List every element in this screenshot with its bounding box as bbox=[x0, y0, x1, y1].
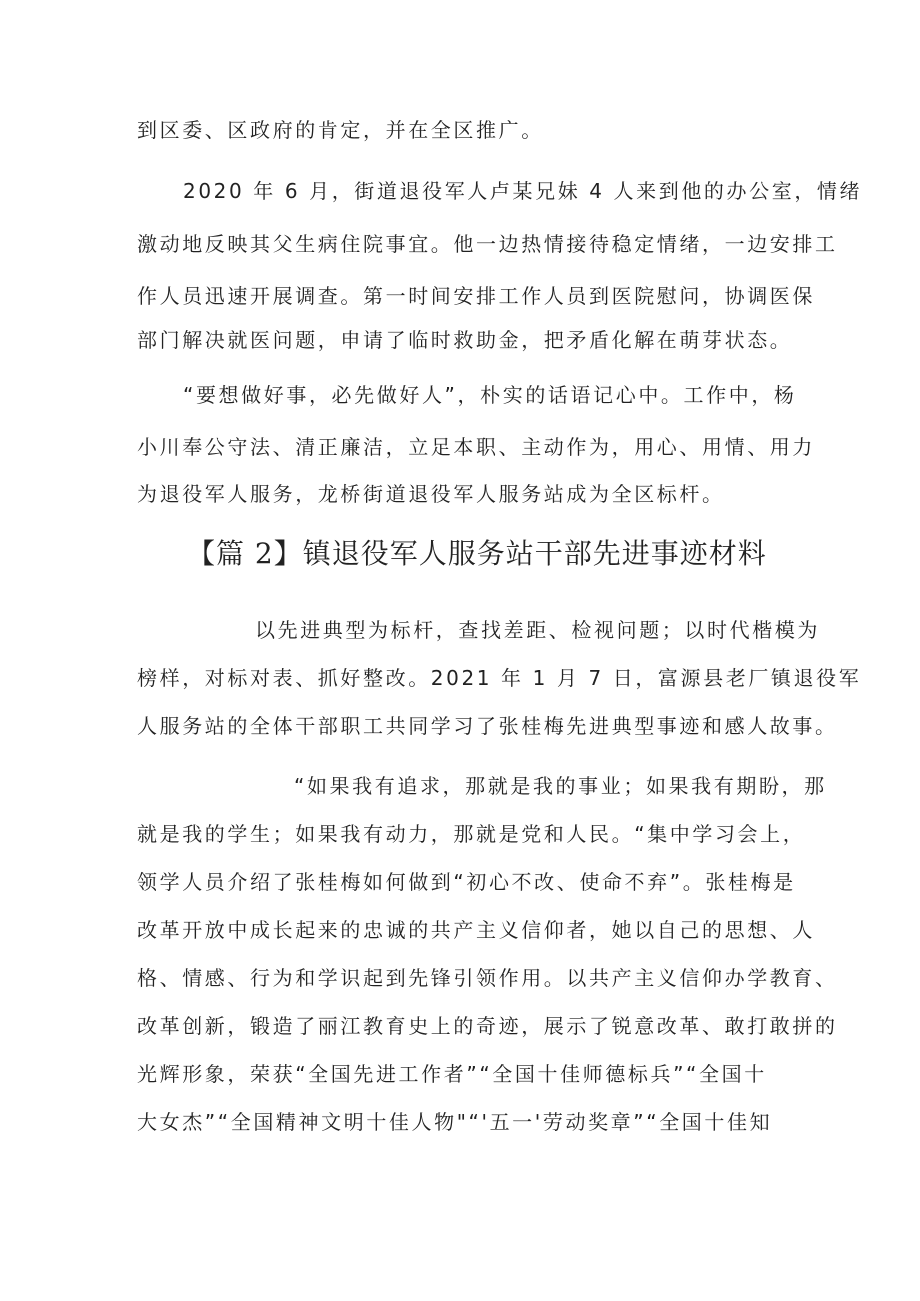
paragraph-line: “要想做好事，必先做好人”，朴实的话语记心中。工作中，杨 bbox=[183, 383, 797, 407]
paragraph-line: 大女杰”“全国精神文明十佳人物"“'五一'劳动奖章”“全国十佳知 bbox=[137, 1110, 773, 1134]
paragraph-line: 光辉形象，荣获“全国先进工作者”“全国十佳师德标兵”“全国十 bbox=[137, 1062, 767, 1086]
paragraph-line: 改革创新，锻造了丽江教育史上的奇迹，展示了锐意改革、敢打敢拼的 bbox=[137, 1014, 838, 1038]
paragraph-line: 人服务站的全体干部职工共同学习了张桂梅先进典型事迹和感人故事。 bbox=[137, 714, 838, 738]
paragraph-line: 为退役军人服务，龙桥街道退役军人服务站成为全区标杆。 bbox=[137, 482, 725, 506]
paragraph-line: 领学人员介绍了张桂梅如何做到“初心不改、使命不弃”。张桂梅是 bbox=[137, 870, 796, 894]
paragraph-line: 榜样，对标对表、抓好整改。2021 年 1 月 7 日，富源县老厂镇退役军 bbox=[137, 666, 862, 690]
paragraph-line: 激动地反映其父生病住院事宜。他一边热情接待稳定情绪，一边安排工 bbox=[137, 232, 838, 256]
paragraph-line: 改革开放中成长起来的忠诚的共产主义信仰者，她以自己的思想、人 bbox=[137, 918, 815, 942]
paragraph-line: 部门解决就医问题，申请了临时救助金，把矛盾化解在萌芽状态。 bbox=[137, 328, 793, 352]
paragraph-line: 格、情感、行为和学识起到先锋引领作用。以共产主义信仰办学教育、 bbox=[137, 966, 838, 990]
paragraph-line: 作人员迅速开展调查。第一时间安排工作人员到医院慰问，协调医保 bbox=[137, 284, 815, 308]
paragraph-line: 小川奉公守法、清正廉洁，立足本职、主动作为，用心、用情、用力 bbox=[137, 435, 815, 459]
paragraph-line: 以先进典型为标杆，查找差距、检视问题；以时代楷模为 bbox=[255, 618, 820, 642]
paragraph-line: “如果我有追求，那就是我的事业；如果我有期盼，那 bbox=[294, 774, 827, 798]
paragraph-line: 2020 年 6 月，街道退役军人卢某兄妹 4 人来到他的办公室，情绪 bbox=[183, 179, 863, 203]
section-title: 【篇 2】镇退役军人服务站干部先进事迹材料 bbox=[187, 537, 767, 570]
paragraph-line: 到区委、区政府的肯定，并在全区推广。 bbox=[137, 118, 544, 142]
paragraph-line: 就是我的学生；如果我有动力，那就是党和人民。“集中学习会上， bbox=[137, 822, 806, 846]
